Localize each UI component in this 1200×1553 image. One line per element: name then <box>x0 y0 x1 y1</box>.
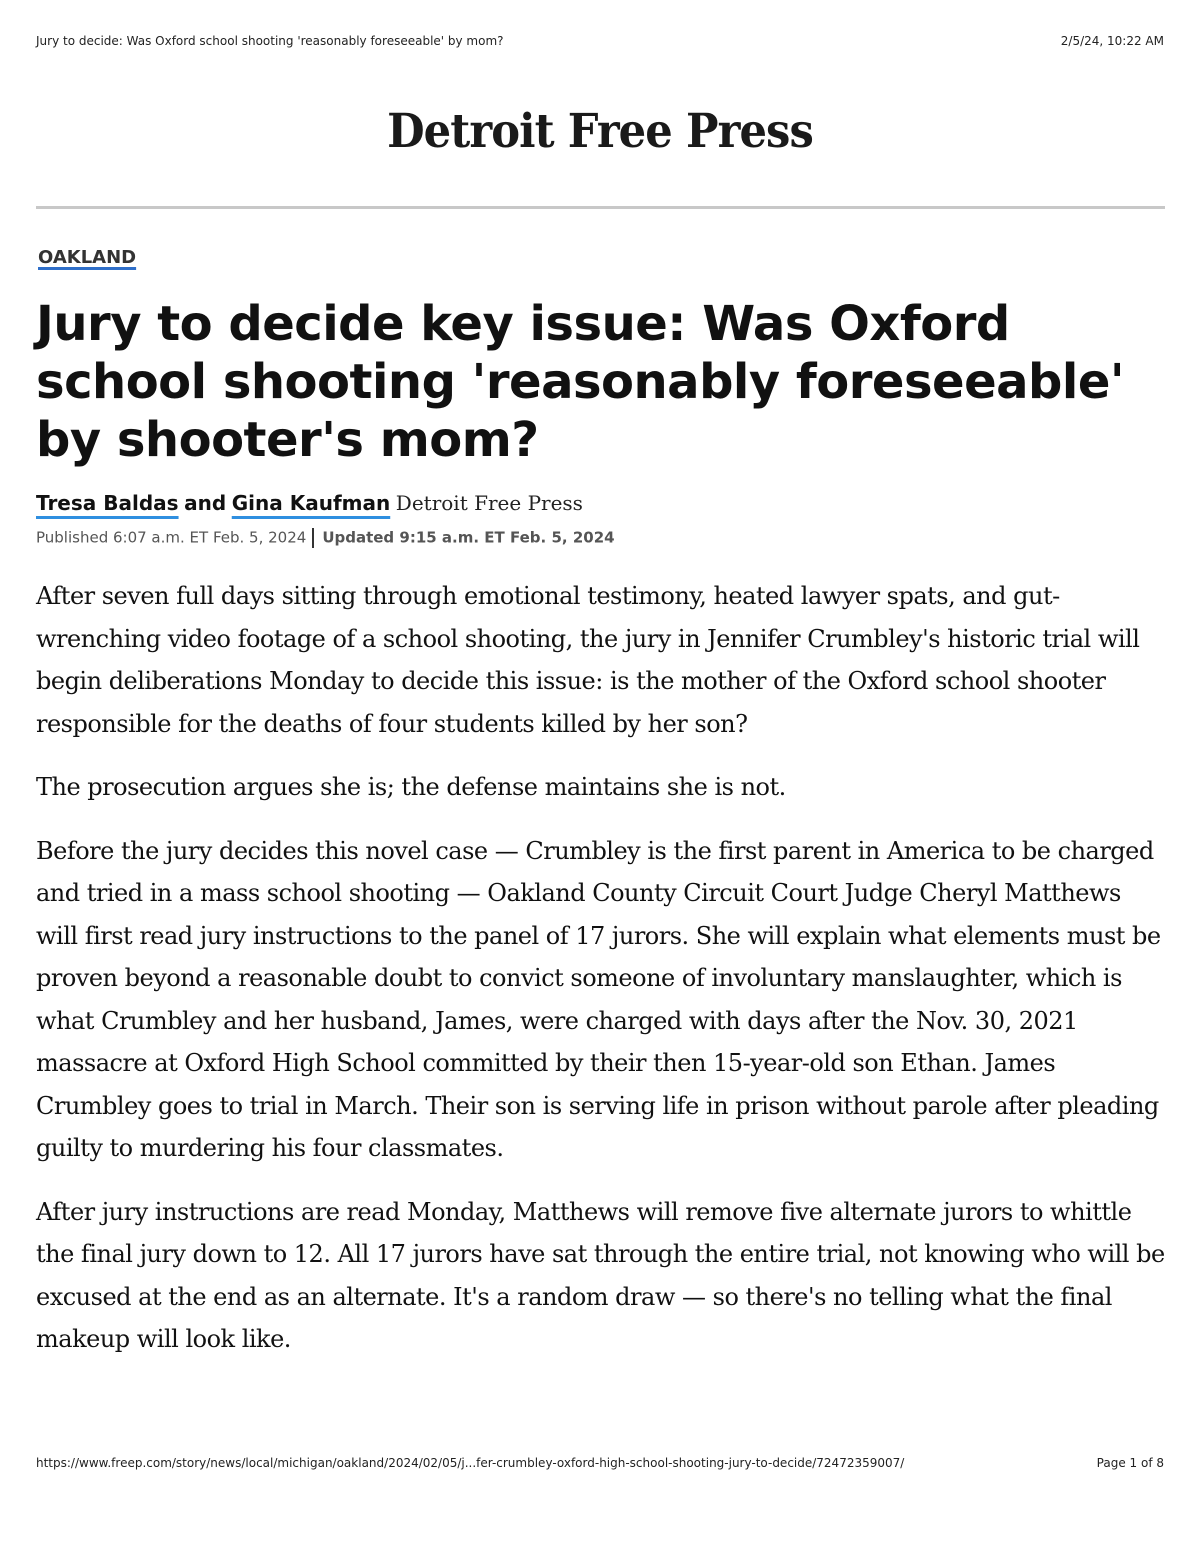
author-link-2[interactable]: Gina Kaufman <box>231 491 391 515</box>
header-divider <box>36 206 1165 209</box>
date-separator <box>312 528 314 548</box>
print-header <box>36 34 1164 48</box>
published-date: Published 6:07 a.m. ET Feb. 5, 2024 <box>36 528 307 547</box>
print-footer-url: https://www.freep.com/story/news/local/michigan/oakland/2024/02/05/j...fer-crumbley-oxford-high-school-shooting-jury-to-decide/72472359007/ <box>36 1456 905 1470</box>
article-dates <box>36 528 615 548</box>
article-paragraph: Before the jury decides this novel case — Crumbley is the first parent in America to be charged and tried in a mass school shooting — Oakland County Circuit Court Judge Cheryl Matthews will first read jury instructions to the panel of 17 jurors. She will explain what elements must be proven beyond a reasonable doubt to convict someone of involuntary manslaughter, which is what Crumbley and her husband, James, were charged with days after the Nov. 30, 2021 massacre at Oxford High School committed by their then 15-year-old son Ethan. James Crumbley goes to trial in March. Their son is serving life in prison without parole after pleading guilty to murdering his four classmates. <box>36 836 1161 1162</box>
article-paragraph: After jury instructions are read Monday, Matthews will remove five alternate jurors to whittle the final jury down to 12. All 17 jurors have sat through the entire trial, not knowing who will be excused at the end as an alternate. It's a random draw — so there's no telling what the final makeup will look like. <box>36 1197 1165 1353</box>
masthead-logo[interactable]: Detroit Free Press <box>387 104 813 159</box>
byline-outlet: Detroit Free Press <box>395 491 583 515</box>
print-header-title: Jury to decide: Was Oxford school shooting 'reasonably foreseeable' by mom? <box>36 34 504 48</box>
byline-connector: and <box>184 491 227 515</box>
print-header-datetime: 2/5/24, 10:22 AM <box>1060 34 1164 48</box>
article-body <box>36 575 1166 1382</box>
print-footer-page: Page 1 of 8 <box>1096 1456 1164 1470</box>
article-paragraph: After seven full days sitting through emotional testimony, heated lawyer spats, and gut-wrenching video footage of a school shooting, the jury in Jennifer Crumbley's historic trial will begin deliberations Monday to decide this issue: is the mother of the Oxford school shooter responsible for the deaths of four students killed by her son? <box>36 582 1140 738</box>
author-link-1[interactable]: Tresa Baldas <box>36 491 179 515</box>
headline: Jury to decide key issue: Was Oxford school shooting 'reasonably foreseeable' by shooter's mom? <box>36 296 1125 468</box>
section-link[interactable]: OAKLAND <box>38 247 137 268</box>
print-footer <box>36 1456 1164 1470</box>
article-paragraph: The prosecution argues she is; the defense maintains she is not. <box>36 773 786 801</box>
updated-date: Updated 9:15 a.m. ET Feb. 5, 2024 <box>322 528 615 547</box>
byline <box>36 489 583 518</box>
